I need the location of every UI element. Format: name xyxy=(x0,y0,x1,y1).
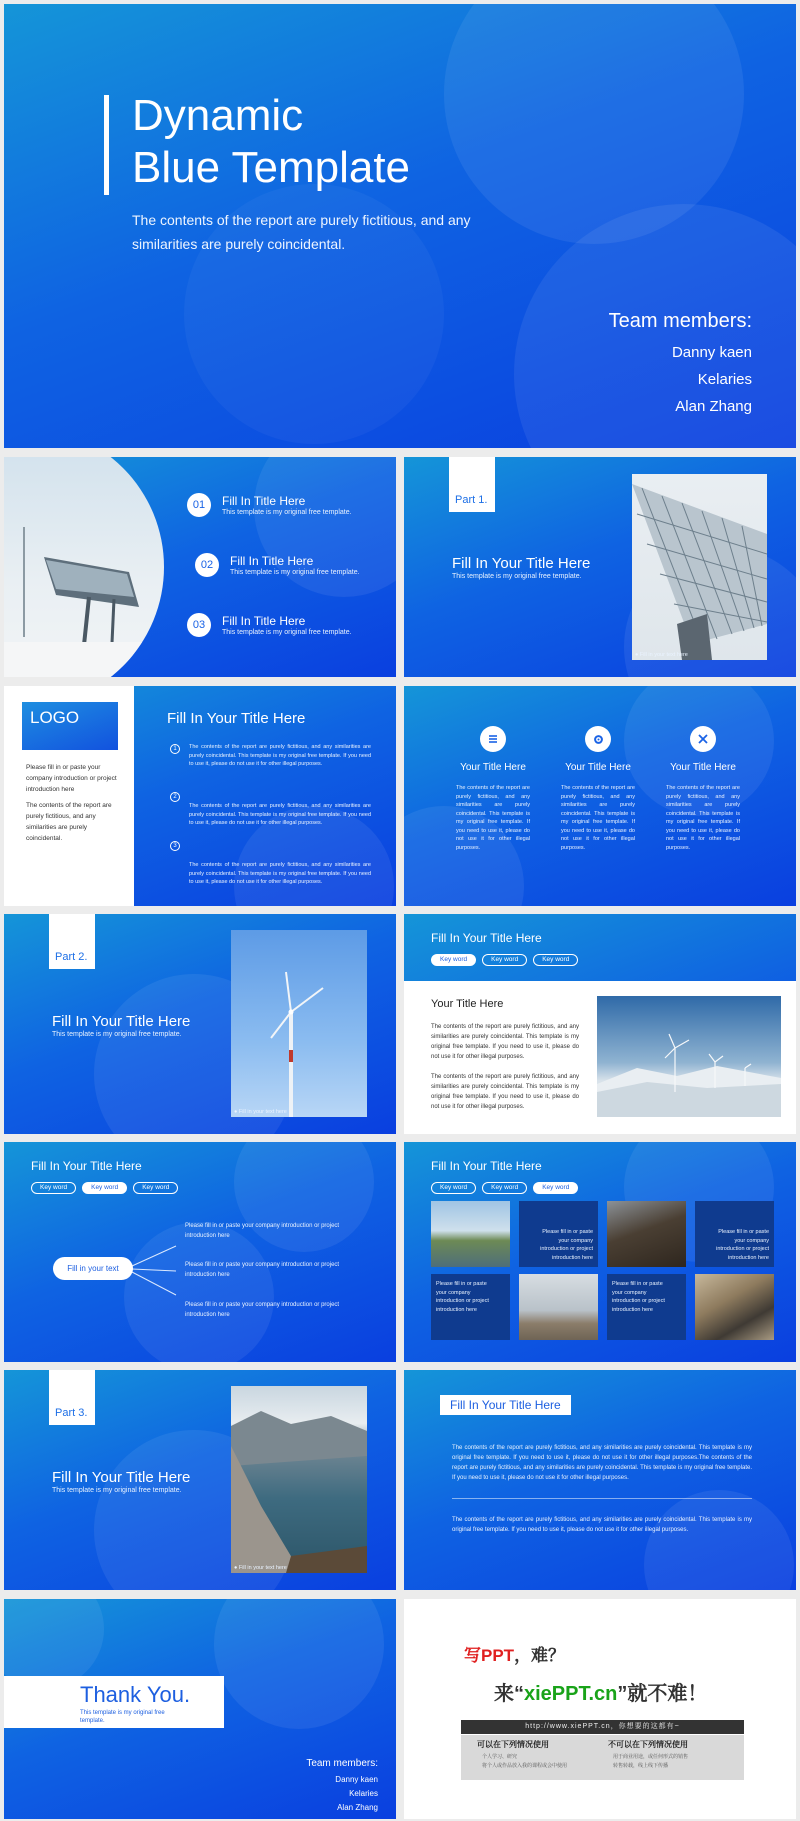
slide-thank-you xyxy=(4,1599,396,1819)
tools-icon xyxy=(690,726,716,752)
ad-line-2-pre: 来“ xyxy=(494,1683,524,1705)
gear-icon xyxy=(585,726,611,752)
slide-part-2 xyxy=(4,914,396,1134)
mindmap-branch-3: Please fill in or paste your company introduction or project introduction here xyxy=(185,1302,340,1318)
agenda-title-2: Fill In Title Here xyxy=(230,554,314,568)
col-2-title: Your Title Here xyxy=(565,762,631,773)
logo-item-1: The contents of the report are purely fictitious, and any similarities are purely coincidental. This template is my original free template. If you need to use it, please do not use it for other illegal purposes. xyxy=(189,744,371,767)
ad-col-2-item-2: 转售转载，线上线下传播 xyxy=(613,1763,669,1769)
mindmap-title: Fill In Your Title Here xyxy=(31,1159,142,1173)
keyword-tab-2[interactable]: Key word xyxy=(482,1182,527,1194)
slide-part-1 xyxy=(404,457,796,677)
logo-item-2: The contents of the report are purely fictitious, and any similarities are purely coincidental. This template is my original free template. If you need to use it, please do not use it for other illegal purposes. xyxy=(189,803,371,826)
part-3-title: Fill In Your Title Here xyxy=(52,1469,191,1486)
part-1-caption: ● Fill in your text here xyxy=(635,652,688,658)
title-accent-bar xyxy=(104,95,109,195)
logo-intro-2: The contents of the report are purely fictitious, and any similarities are purely coincidental. xyxy=(26,802,112,842)
thank-you-sub-1: This template is my original free xyxy=(80,1710,165,1716)
col-1-body: The contents of the report are purely fictitious, and any similarities are purely coincidental. This template is my original free template. If you need to use it, please do not use it for other illegal purposes. xyxy=(456,785,530,851)
ad-col-2-item-1: 用于商业用途，或任何形式的销售 xyxy=(613,1754,689,1760)
member-3: Alan Zhang xyxy=(675,398,752,415)
grid-text-cell-1: Please fill in or paste your company introduction or project introduction here xyxy=(519,1201,598,1267)
logo-slide-title: Fill In Your Title Here xyxy=(167,710,306,727)
slide-photo-grid xyxy=(404,1142,796,1362)
ad-line-1-rest: ，难？ xyxy=(514,1646,566,1665)
grid-photo-industrial xyxy=(519,1274,598,1340)
logo-box: LOGO xyxy=(22,702,118,750)
agenda-title-3: Fill In Title Here xyxy=(222,614,306,628)
col-1-title: Your Title Here xyxy=(460,762,526,773)
slide-part-3 xyxy=(4,1370,396,1590)
keyword-tab-1[interactable]: Key word xyxy=(431,1182,476,1194)
thank-you-sub-2: template. xyxy=(80,1718,105,1724)
ad-col-1-item-1: 个人学习、研究 xyxy=(482,1754,518,1760)
wind-farm-para-1: The contents of the report are purely fictitious, and any similarities are purely coincidental. This template is my original free template. If you need to use it, please do not use it for other illegal purposes. xyxy=(431,1024,579,1060)
slide-xieppt-ad xyxy=(404,1599,796,1819)
thanks-member-1: Danny kaen xyxy=(335,1775,378,1784)
keyword-tab-3[interactable]: Key word xyxy=(133,1182,178,1194)
grid-text-cell-4: Please fill in or paste your company introduction or project introduction here xyxy=(607,1274,686,1340)
keyword-tab-2[interactable]: Key word xyxy=(82,1182,127,1194)
grid-text-cell-3: Please fill in or paste your company introduction or project introduction here xyxy=(431,1274,510,1340)
part-1-title: Fill In Your Title Here xyxy=(452,555,591,572)
slide-cover xyxy=(4,4,796,448)
grid-photo-river xyxy=(431,1201,510,1267)
solar-panel-photo xyxy=(4,457,164,677)
cover-subtitle-line2: similarities are purely coincidental. xyxy=(132,236,346,252)
ad-line-2 xyxy=(494,1677,707,1706)
mindmap-branch-2: Please fill in or paste your company introduction or project introduction here xyxy=(185,1262,340,1278)
part-3-tab: Part 3. xyxy=(49,1370,95,1425)
part-1-tab: Part 1. xyxy=(449,457,495,512)
bullet-3: 3 xyxy=(170,841,180,851)
thanks-member-2: Kelaries xyxy=(349,1789,378,1798)
wind-farm-keywords xyxy=(431,948,584,966)
bullet-1: 1 xyxy=(170,744,180,754)
wind-farm-heading: Your Title Here xyxy=(431,998,504,1010)
col-3-title: Your Title Here xyxy=(670,762,736,773)
wind-farm-photo xyxy=(597,996,781,1117)
keyword-tab-3[interactable]: Key word xyxy=(533,954,578,966)
part-3-subtitle: This template is my original free template. xyxy=(52,1487,182,1494)
part-2-tab: Part 2. xyxy=(49,914,95,969)
member-1: Danny kaen xyxy=(671,344,752,361)
photo-grid-keywords xyxy=(431,1176,584,1194)
bullet-2: 2 xyxy=(170,792,180,802)
ad-url-bar[interactable]: http://www.xiePPT.cn，你想要的这都有~ xyxy=(461,1720,744,1734)
ad-red-text: 写PPT xyxy=(464,1646,515,1665)
cover-title-line1: Dynamic xyxy=(132,91,304,140)
slide-text-page xyxy=(404,1370,796,1590)
agenda-number-1: 01 xyxy=(187,493,211,517)
team-label: Team members: xyxy=(608,310,752,332)
col-3-body: The contents of the report are purely fictitious, and any similarities are purely coincidental. This template is my original free template. If you need to use it, please do not use it for other illegal purposes. xyxy=(666,785,740,851)
list-icon xyxy=(480,726,506,752)
member-2: Kelaries xyxy=(697,371,752,388)
agenda-title-1: Fill In Title Here xyxy=(222,494,306,508)
keyword-tab-3[interactable]: Key word xyxy=(533,1182,578,1194)
text-page-para-1: The contents of the report are purely fictitious, and any similarities are purely coincidental. This template is my original free template. If you need to use it, please do not use it for other illegal purposes.The contents of the report are purely fictitious, and any similarities are purely coincidental. This template is my original free template. If you need to use it, please do not use it for other illegal purposes. xyxy=(452,1445,752,1481)
part-2-subtitle: This template is my original free template. xyxy=(52,1031,182,1038)
ad-line-2-post: ”就不难！ xyxy=(617,1683,708,1705)
cover-title-line2: Blue Template xyxy=(132,143,411,192)
ad-col-1-title: 可以在下列情况使用 xyxy=(477,1740,549,1749)
wind-farm-header-title: Fill In Your Title Here xyxy=(431,931,542,945)
solar-array-photo xyxy=(632,474,767,660)
keyword-tab-1[interactable]: Key word xyxy=(31,1182,76,1194)
grid-photo-rubble xyxy=(607,1201,686,1267)
text-page-title: Fill In Your Title Here xyxy=(440,1395,571,1415)
text-page-divider xyxy=(452,1498,752,1499)
slide-mindmap xyxy=(4,1142,396,1362)
agenda-number-2: 02 xyxy=(195,553,219,577)
slide-agenda xyxy=(4,457,396,677)
keyword-tab-2[interactable]: Key word xyxy=(482,954,527,966)
grid-text-cell-2: Please fill in or paste your company introduction or project introduction here xyxy=(695,1201,774,1267)
agenda-sub-2: This template is my original free template. xyxy=(230,569,360,576)
slide-wind-farm xyxy=(404,914,796,1134)
cover-subtitle-line1: The contents of the report are purely fictitious, and any xyxy=(132,212,471,228)
agenda-number-3: 03 xyxy=(187,613,211,637)
logo-item-3: The contents of the report are purely fictitious, and any similarities are purely coincidental. This template is my original free template. If you need to use it, please do not use it for other illegal purposes. xyxy=(189,862,371,885)
text-page-para-2: The contents of the report are purely fictitious, and any similarities are purely coincidental. This template is my original free template. If you need to use it, please do not use it for other illegal purposes. xyxy=(452,1517,752,1533)
thanks-member-3: Alan Zhang xyxy=(337,1803,378,1812)
part-3-caption: ● Fill in your text here xyxy=(234,1565,287,1571)
wind-turbine-photo xyxy=(231,930,367,1117)
slide-three-columns xyxy=(404,686,796,906)
ad-col-1-item-2: 将个人或作品放入我的课程或会中使用 xyxy=(482,1763,568,1769)
thank-you-title: Thank You. xyxy=(80,1682,191,1707)
mindmap-connectors xyxy=(4,1142,396,1362)
ad-green-text[interactable]: xiePPT.cn xyxy=(524,1683,618,1705)
ad-line-1 xyxy=(464,1641,565,1666)
col-2-body: The contents of the report are purely fictitious, and any similarities are purely coincidental. This template is my original free template. If you need to use it, please do not use it for other illegal purposes. xyxy=(561,785,635,851)
part-1-subtitle: This template is my original free template. xyxy=(452,573,582,580)
agenda-sub-1: This template is my original free template. xyxy=(222,509,352,516)
logo-intro-1: Please fill in or paste your company introduction or project introduction here xyxy=(26,764,117,793)
part-2-title: Fill In Your Title Here xyxy=(52,1013,191,1030)
ad-col-2-title: 不可以在下列情况使用 xyxy=(608,1740,688,1749)
keyword-tab-1[interactable]: Key word xyxy=(431,954,476,966)
thanks-team-label: Team members: xyxy=(306,1758,378,1769)
wind-farm-para-2: The contents of the report are purely fictitious, and any similarities are purely coincidental. This template is my original free template. If you need to use it, please do not use it for other illegal purposes. xyxy=(431,1074,579,1110)
mindmap-center-node: Fill in your text xyxy=(53,1257,133,1280)
photo-grid-title: Fill In Your Title Here xyxy=(431,1159,542,1173)
agenda-sub-3: This template is my original free template. xyxy=(222,629,352,636)
part-2-caption: ● Fill in your text here xyxy=(234,1109,287,1115)
dam-lake-photo xyxy=(231,1386,367,1573)
mindmap-branch-1: Please fill in or paste your company introduction or project introduction here xyxy=(185,1223,340,1239)
slide-logo-intro xyxy=(4,686,396,906)
grid-photo-soil xyxy=(695,1274,774,1340)
